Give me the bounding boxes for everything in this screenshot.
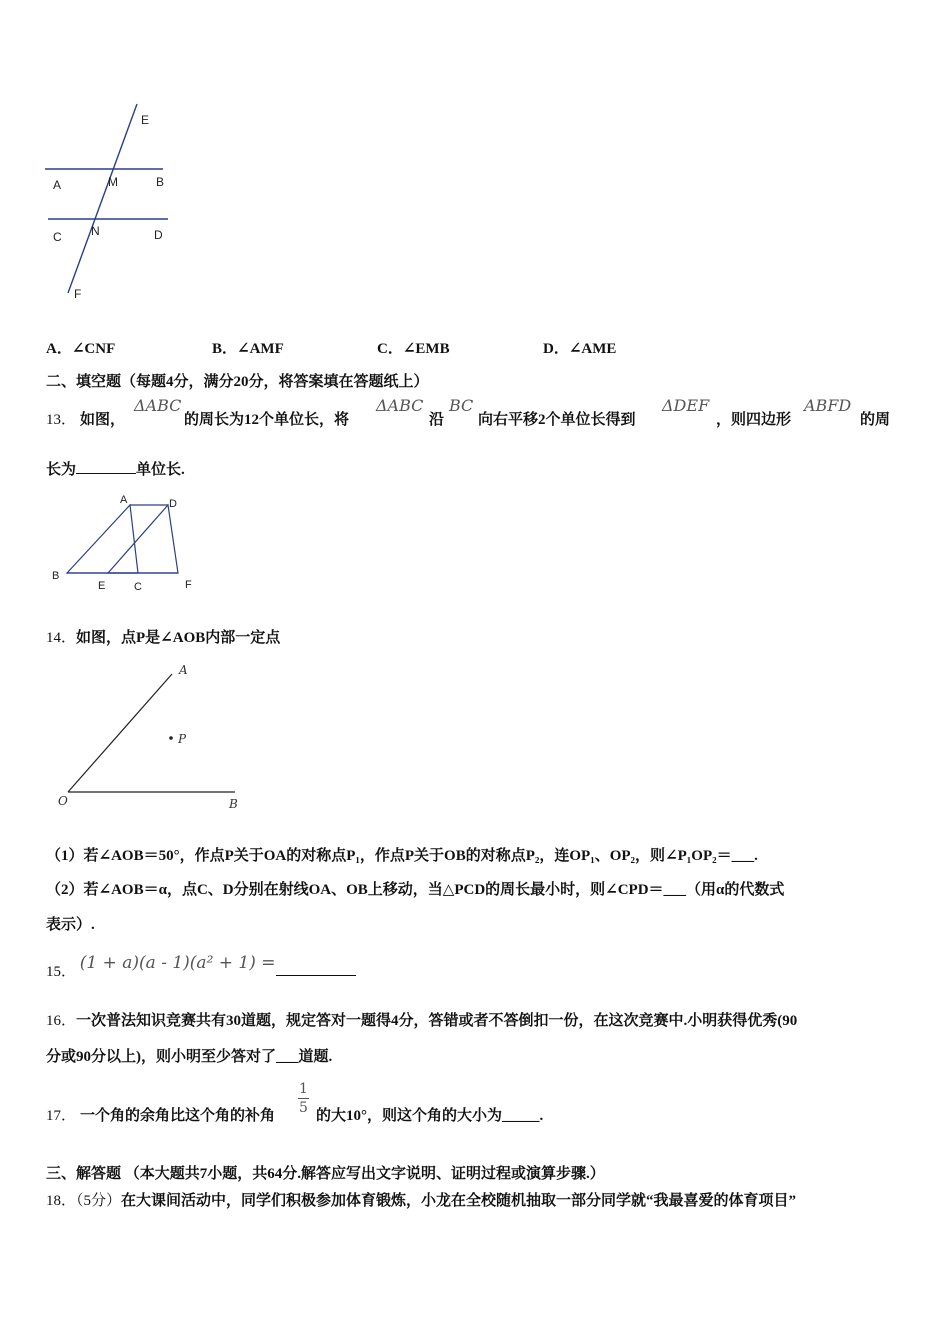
label-a: A (53, 178, 62, 192)
option-d-text: ∠AME (568, 341, 617, 357)
option-c-letter: C． (377, 341, 403, 357)
transversal-ef (68, 104, 137, 293)
label-o: O (58, 794, 68, 808)
q17-fraction (298, 1080, 309, 1117)
label-e2: E (98, 580, 106, 592)
q14-sub1: （1）若∠AOB＝50°，作点P关于OA的对称点P₁，作点P关于OB的对称点P₂，连OP₁、OP₂，则∠P₁OP₂＝___. (46, 848, 758, 864)
option-c-text: ∠EMB (402, 341, 450, 357)
label-m: M (108, 175, 118, 189)
q16-text-1: 一次普法知识竞赛共有30道题，规定答对一题得4分，答错或者不答倒扣一份，在这次竞赛中.小明获得优秀(90 (76, 1013, 798, 1029)
q13-text-4: 向右平移2个单位长得到 (478, 412, 636, 428)
q13-text-3: 沿 (429, 412, 445, 428)
option-b-letter: B． (212, 341, 238, 357)
q17-number: 17． (46, 1108, 77, 1124)
q17-frac-numerator: 1 (299, 1081, 308, 1097)
q15-number: 15． (46, 964, 77, 980)
section-3-title: 三、解答题 （本大题共7小题，共64分.解答应写出文字说明、证明过程或演算步骤.） (46, 1166, 605, 1182)
label-f2: F (185, 579, 192, 591)
q13-text-7: 长为 (46, 462, 77, 478)
option-d (543, 337, 616, 358)
option-b-text: ∠AMF (237, 341, 284, 357)
q13-text-8: 单位长. (136, 462, 185, 478)
q13-math-abfd: ABFD (804, 396, 852, 415)
point-p (169, 736, 173, 740)
translation-figure (48, 490, 208, 596)
question-13-line1 (46, 396, 916, 426)
q17-text-1: 一个角的余角比这个角的补角 (80, 1108, 276, 1124)
q17-frac-denominator: 5 (299, 1100, 308, 1116)
q13-text-1: 如图， (80, 412, 126, 428)
q18-number: 18． (46, 1193, 77, 1209)
q18-text: 在大课间活动中，同学们积极参加体育锻炼，小龙在全校随机抽取一部分同学就“我最喜爱的体育项目” (121, 1193, 797, 1209)
label-n: N (91, 224, 100, 238)
parallel-lines-figure (40, 100, 180, 305)
question-15 (46, 952, 356, 980)
q14-sub2-line2: 表示）. (46, 917, 95, 933)
label-b3: B (229, 797, 238, 811)
question-18 (46, 1189, 796, 1210)
option-a-text: ∠CNF (71, 341, 116, 357)
option-a-letter: A． (46, 341, 72, 357)
label-e: E (141, 113, 150, 127)
question-13-line2 (46, 458, 185, 479)
label-d: D (154, 228, 163, 242)
q15-expression: (1 + a)(a - 1)(a² + 1) = (79, 953, 276, 973)
q15-answer-blank[interactable] (276, 961, 356, 976)
q13-number: 13． (46, 412, 77, 428)
angle-figure (52, 660, 252, 815)
q18-score: （5分） (76, 1193, 122, 1209)
q14-number: 14． (46, 630, 77, 646)
q17-text-2: 的大10°，则这个角的大小为_____. (316, 1108, 544, 1124)
option-c (377, 337, 450, 358)
option-d-letter: D． (543, 341, 569, 357)
q13-math-abc-2: ΔABC (376, 396, 424, 415)
label-a2: A (120, 494, 128, 506)
q16-number: 16． (46, 1013, 77, 1029)
label-f: F (74, 287, 82, 301)
triangle-def (108, 505, 178, 573)
option-a (46, 337, 115, 358)
q14-sub2-line1: （2）若∠AOB＝α，点C、D分别在射线OA、OB上移动，当△PCD的周长最小时，则∠CPD＝___（用α的代数式 (46, 882, 785, 898)
q13-answer-blank[interactable] (76, 459, 136, 474)
ray-oa (68, 674, 172, 792)
q13-math-bc: BC (449, 396, 474, 415)
triangle-abc (67, 505, 138, 573)
q13-math-def: ΔDEF (662, 396, 710, 415)
option-b (212, 337, 284, 358)
q13-text-5: ，则四边形 (716, 412, 792, 428)
question-16-line2: 分或90分以上)，则小明至少答对了___道题. (46, 1049, 333, 1065)
q13-math-abc: ΔABC (134, 396, 182, 415)
section-2-title: 二、填空题（每题4分，满分20分，将答案填在答题纸上） (46, 374, 429, 390)
label-c: C (53, 230, 62, 244)
q13-text-6: 的周 (860, 412, 891, 428)
label-b: B (156, 175, 165, 189)
label-d2: D (169, 498, 177, 510)
label-p: P (178, 732, 187, 746)
question-14 (46, 626, 280, 647)
label-c2: C (134, 581, 142, 593)
label-a3: A (179, 663, 188, 677)
q14-text: 如图，点P是∠AOB内部一定点 (76, 630, 281, 646)
question-16-line1 (46, 1009, 797, 1030)
q13-text-2: 的周长为12个单位长，将 (184, 412, 350, 428)
label-b2: B (52, 570, 60, 582)
